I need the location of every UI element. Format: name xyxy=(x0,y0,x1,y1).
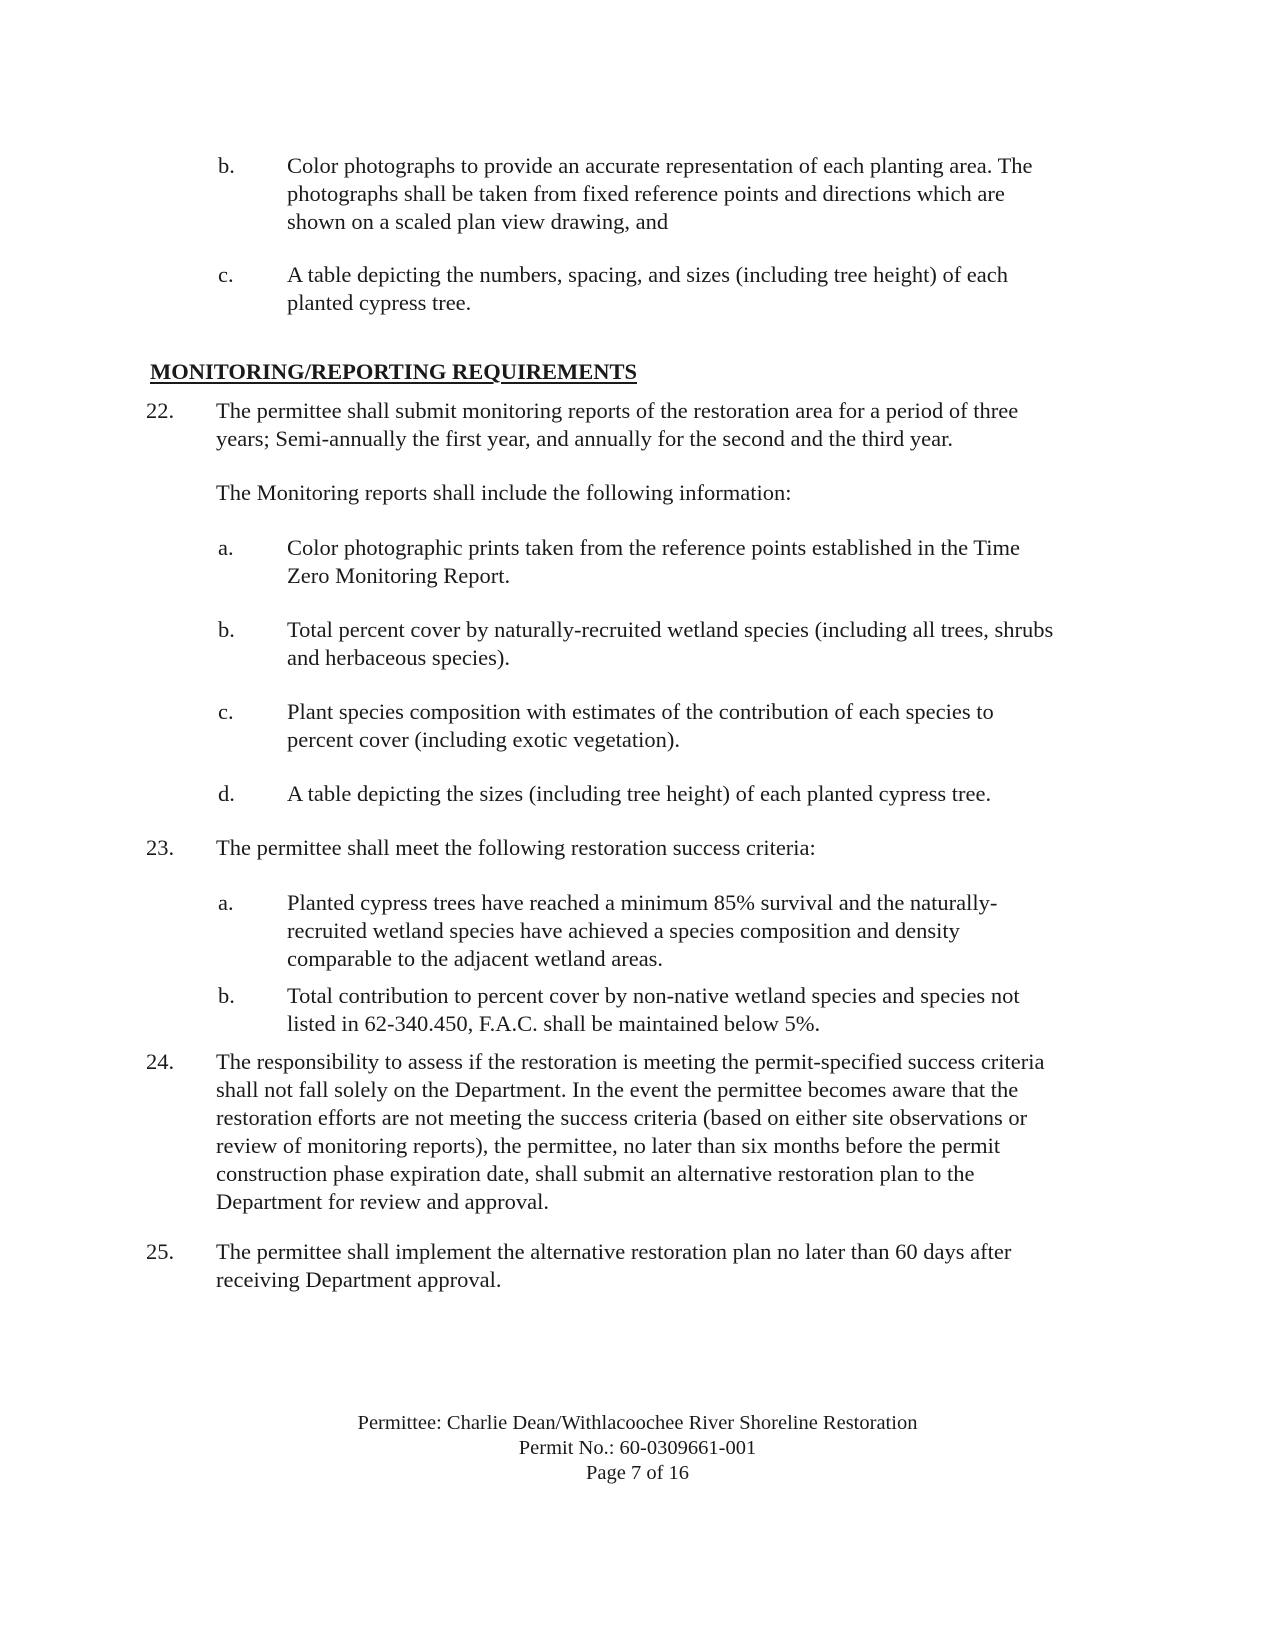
condition-23-item-a-marker: a. xyxy=(218,890,234,915)
condition-22-item-d-marker: d. xyxy=(218,781,235,806)
condition-23-number: 23. xyxy=(146,835,175,860)
condition-24-number: 24. xyxy=(146,1049,175,1074)
footer-permit-number: Permit No.: 60-0309661-001 xyxy=(518,1437,757,1459)
condition-22-intro: The Monitoring reports shall include the following information: xyxy=(216,480,792,505)
condition-22-item-a-text: Color photographic prints taken from the reference points established in the Time Zero Monitoring Report. xyxy=(287,535,1020,588)
footer-permittee: Permittee: Charlie Dean/Withlacoochee River Shoreline Restoration xyxy=(357,1412,918,1434)
condition-23-text: The permittee shall meet the following restoration success criteria: xyxy=(216,835,816,860)
section-heading: MONITORING/REPORTING REQUIREMENTS xyxy=(150,359,637,384)
condition-22-text: The permittee shall submit monitoring reports of the restoration area for a period of three years; Semi-annually the first year, and annually for the second and the third year. xyxy=(216,398,1019,451)
condition-22-item-d-text: A table depicting the sizes (including tree height) of each planted cypress tree. xyxy=(287,781,992,806)
item-text-table-cypress: A table depicting the numbers, spacing, and sizes (including tree height) of each planted cypress tree. xyxy=(287,262,1009,315)
condition-22-item-a-marker: a. xyxy=(218,535,234,560)
condition-23-item-b-text: Total contribution to percent cover by non-native wetland species and species not listed in 62-340.450, F.A.C. shall be maintained below 5%. xyxy=(287,983,1020,1036)
condition-23-item-b-marker: b. xyxy=(218,983,235,1008)
item-marker-b: b. xyxy=(218,153,235,178)
item-marker-c: c. xyxy=(218,262,234,287)
condition-25-number: 25. xyxy=(146,1239,175,1264)
condition-22-item-c-text: Plant species composition with estimates of the contribution of each species to percent cover (including exotic vegetation). xyxy=(287,699,994,752)
condition-22-item-b-text: Total percent cover by naturally-recruited wetland species (including all trees, shrubs and herbaceous species). xyxy=(287,617,1054,670)
condition-22-item-c-marker: c. xyxy=(218,699,234,724)
footer-page-number: Page 7 of 16 xyxy=(585,1462,690,1484)
condition-25-text: The permittee shall implement the alternative restoration plan no later than 60 days after receiving Department approval. xyxy=(216,1239,1012,1292)
condition-24-text: The responsibility to assess if the restoration is meeting the permit-specified success criteria shall not fall solely on the Department. In the event the permittee becomes aware that the restoration efforts are not meeting the success criteria (based on either site observations or review of monitoring reports), the permittee, no later than six months before the permit construction phase expiration date, shall submit an alternative restoration plan to the Department for review and approval. xyxy=(216,1049,1045,1214)
condition-22-item-b-marker: b. xyxy=(218,617,235,642)
condition-22-number: 22. xyxy=(146,398,175,423)
condition-23-item-a-text: Planted cypress trees have reached a minimum 85% survival and the naturally-recruited wetland species have achieved a species composition and density comparable to the adjacent wetland areas. xyxy=(287,890,998,971)
item-text-photographs: Color photographs to provide an accurate representation of each planting area. The photographs shall be taken from fixed reference points and directions which are shown on a scaled plan view drawing, and xyxy=(287,153,1033,234)
